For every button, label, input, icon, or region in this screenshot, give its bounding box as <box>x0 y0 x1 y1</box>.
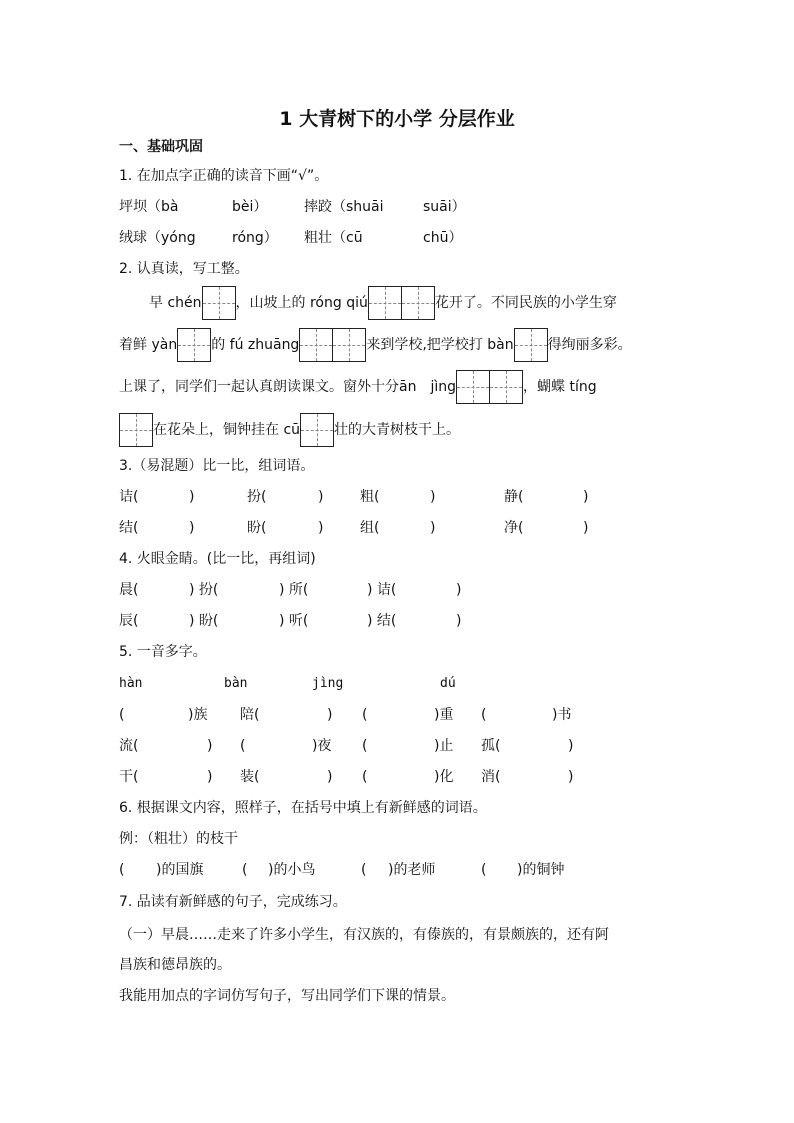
q5-pinyin: dú <box>440 676 456 691</box>
q1-r1-a: 坪坝（bà <box>119 199 179 215</box>
q5-cell: )化 <box>434 769 454 785</box>
q1-r2-c: 粗壮（cū <box>304 230 363 246</box>
q2-stem: 2. 认真读，写工整。 <box>119 261 249 277</box>
q7-passage: 昌族和德昂族的。 <box>119 957 231 973</box>
q4-cell: 辰( <box>119 613 139 629</box>
answer-boxes[interactable] <box>299 328 366 362</box>
q2-text: 的 fú zhuāng <box>211 337 300 353</box>
answer-boxes[interactable] <box>368 286 435 320</box>
q6-item: )的小鸟 <box>268 862 316 878</box>
q3-cell: ) <box>430 489 436 505</box>
q2-line3 <box>119 370 597 404</box>
q6-item: )的国旗 <box>156 862 204 878</box>
q5-cell: )夜 <box>312 738 332 754</box>
char-box[interactable] <box>299 328 333 362</box>
q4-cell: ) 结( <box>367 613 397 629</box>
q5-cell: ( <box>119 707 125 723</box>
q4-cell: ) <box>456 582 462 598</box>
q6-item: ( <box>242 862 248 878</box>
q7-task: 我能用加点的字词仿写句子，写出同学们下课的情景。 <box>119 988 455 1004</box>
q3-cell: ) <box>189 520 195 536</box>
q5-cell: 孤( <box>481 738 501 754</box>
q3-stem: 3.（易混题）比一比，组词语。 <box>119 458 315 474</box>
answer-boxes[interactable] <box>202 286 236 320</box>
q2-text: 得绚丽多彩。 <box>547 337 632 353</box>
char-box[interactable] <box>202 286 236 320</box>
page-title: 1 大青树下的小学 分层作业 <box>279 108 515 130</box>
answer-boxes[interactable] <box>300 413 334 447</box>
q2-text: 着鲜 yàn <box>119 337 178 353</box>
char-box[interactable] <box>332 328 366 362</box>
q2-text: ，山坡上的 róng qiú <box>235 295 368 311</box>
q3-cell: ) <box>583 489 589 505</box>
q4-cell: ) 扮( <box>189 582 219 598</box>
q5-cell: ( <box>362 738 368 754</box>
q5-cell: ) <box>207 738 213 754</box>
q2-text: 早 chén <box>149 295 202 311</box>
q1-r2-d: chū） <box>423 230 463 246</box>
q6-item: ( <box>481 862 487 878</box>
char-box[interactable] <box>177 328 211 362</box>
answer-boxes[interactable] <box>177 328 211 362</box>
q1-r1-c: 摔跤（shuāi <box>304 199 384 215</box>
q2-line2 <box>119 328 632 362</box>
q4-cell: ) 听( <box>279 613 309 629</box>
q2-line4 <box>119 413 460 447</box>
q6-stem: 6. 根据课文内容，照样子，在括号中填上有新鲜感的词语。 <box>119 800 487 816</box>
q5-cell: ) <box>568 738 574 754</box>
q5-cell: )重 <box>434 707 454 723</box>
q3-cell: 静( <box>504 489 524 505</box>
q1-r1-b: bèi） <box>232 199 268 215</box>
q5-cell: 干( <box>119 769 139 785</box>
char-box[interactable] <box>401 286 435 320</box>
answer-boxes[interactable] <box>514 328 548 362</box>
char-box[interactable] <box>300 413 334 447</box>
q1-stem: 1. 在加点字正确的读音下画“√”。 <box>119 168 329 184</box>
q5-pinyin: bàn <box>224 676 248 691</box>
q3-cell: 粗( <box>360 489 380 505</box>
q5-cell: ( <box>481 707 487 723</box>
q5-cell: ) <box>327 707 333 723</box>
section-heading: 一、基础巩固 <box>119 139 203 155</box>
q2-text: 上课了，同学们一起认真朗读课文。窗外十分ān jìng <box>119 379 456 395</box>
q1-r2-b: róng） <box>232 230 278 246</box>
char-box[interactable] <box>119 413 153 447</box>
q5-stem: 5. 一音多字。 <box>119 644 207 660</box>
q5-cell: 流( <box>119 738 139 754</box>
q4-stem: 4. 火眼金睛。(比一比，再组词) <box>119 551 316 567</box>
q3-cell: ) <box>189 489 195 505</box>
q5-cell: 消( <box>481 769 501 785</box>
char-box[interactable] <box>368 286 402 320</box>
answer-boxes[interactable] <box>456 370 523 404</box>
q2-text: 壮的大青树枝干上。 <box>334 422 461 438</box>
q3-cell: ) <box>318 520 324 536</box>
q3-cell: 组( <box>360 520 380 536</box>
q5-cell: ) <box>568 769 574 785</box>
q4-cell: 晨( <box>119 582 139 598</box>
q4-cell: ) 诘( <box>367 582 397 598</box>
q5-cell: ( <box>362 707 368 723</box>
q1-r1-d: suāi） <box>423 199 466 215</box>
char-box[interactable] <box>456 370 490 404</box>
q4-cell: ) 盼( <box>189 613 219 629</box>
char-box[interactable] <box>514 328 548 362</box>
q6-item: )的老师 <box>388 862 436 878</box>
q6-item: ( <box>361 862 367 878</box>
char-box[interactable] <box>489 370 523 404</box>
q5-cell: ( <box>240 738 246 754</box>
q5-cell: 陪( <box>240 707 260 723</box>
answer-boxes[interactable] <box>119 413 153 447</box>
q6-item: ( <box>119 862 125 878</box>
q2-text: 花开了。不同民族的小学生穿 <box>434 295 617 311</box>
q3-cell: 结( <box>119 520 139 536</box>
q5-cell: )书 <box>552 707 572 723</box>
q5-cell: ) <box>327 769 333 785</box>
q5-pinyin: hàn <box>119 676 143 691</box>
q5-pinyin: jìng <box>312 676 344 691</box>
q3-cell: ) <box>583 520 589 536</box>
q2-text: 在花朵上，铜钟挂在 cū <box>153 422 301 438</box>
q5-cell: )止 <box>434 738 454 754</box>
q7-passage: （一）早晨……走来了许多小学生，有汉族的，有傣族的，有景颇族的，还有阿 <box>119 927 609 943</box>
q3-cell: ) <box>430 520 436 536</box>
q7-stem: 7. 品读有新鲜感的句子，完成练习。 <box>119 894 347 910</box>
q3-cell: 扮( <box>247 489 267 505</box>
q4-cell: ) <box>456 613 462 629</box>
q2-line1 <box>149 286 617 320</box>
q3-cell: 净( <box>504 520 524 536</box>
q3-cell: 诘( <box>119 489 139 505</box>
q6-item: )的铜钟 <box>517 862 565 878</box>
q2-text: ，蝴蝶 tíng <box>523 379 597 395</box>
q4-cell: ) 所( <box>279 582 309 598</box>
q2-text: 来到学校,把学校打 bàn <box>366 337 514 353</box>
q3-cell: ) <box>318 489 324 505</box>
q5-cell: 装( <box>240 769 260 785</box>
q5-cell: ( <box>362 769 368 785</box>
q3-cell: 盼( <box>247 520 267 536</box>
q1-r2-a: 绒球（yóng <box>119 230 196 246</box>
q5-cell: ) <box>207 769 213 785</box>
q5-cell: )族 <box>188 707 208 723</box>
q6-example: 例：（粗壮）的枝干 <box>119 831 238 847</box>
